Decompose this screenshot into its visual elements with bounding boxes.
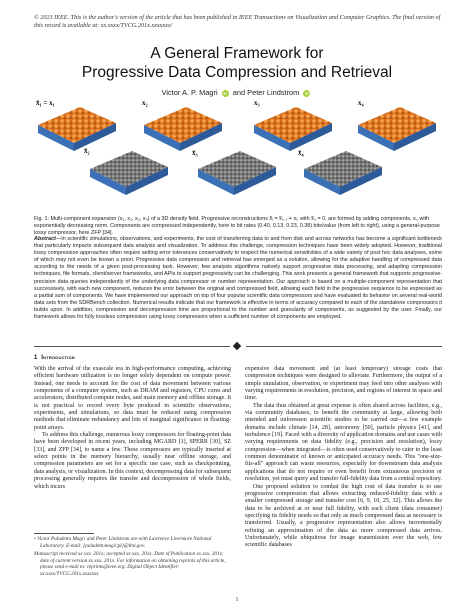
section-number: 1 [34, 355, 38, 361]
figure-label: x₄ [358, 99, 364, 107]
title-line-2: Progressive Data Compression and Retrieval [81, 64, 393, 81]
paragraph: The data thus obtained at great expense is often shared across facilities, e.g., via community databases, to benefit the community at large, allowing both intended and unforeseen scientific studies to be carried out—a few example domains include climate [14, 28], astronomy [50], particle physics [41], and turbulence [19]. Faced with a diversity of application domains and use cases with varying requirements on data fidelity (e.g., precision and resolution), lossy compression—when integrated—is often used conservatively to cater to the least common denominator of known or anticipated accuracy needs. This "one-size-fits-all" approach can waste resources, especially for downstream data analysis applications that do not require or even benefit from extraneous precision or resolution, yet must query and transfer full-fidelity data from a central repository. [245, 402, 442, 483]
figure-caption: Fig. 1: Multi-component expansion (x₁, x₂, x₃, x₄) of a 3D density field. Progressive reconstructions x̃ᵢ = x̃ᵢ₋₁ + xᵢ, with x̃₀ = 0, are formed by adding components, xᵢ, with exponentially decreasing norm. Components are compressed independently, here to bit rates (0.40, 0.13, 0.23, 0.38) bits/value (from left to right), using a general-purpose lossy compressor, here ZFP [34]. [34, 216, 440, 236]
footnote-text: Manuscript received xx xxx. 201x; accepted xx xxx. 201x. Date of Publication xx xxx. 201x; date of current version xx xxx. 201x. For information on obtaining reprints of this article, please send e-mail to: reprints@ieee.org. Digital Object Identifier: xx.xxxx/TVCG.201x.xxxxxxx [34, 551, 226, 577]
author-conjunction: and [232, 88, 246, 97]
footnote-text: Victor Paludetto Magri and Peter Lindstrom are with Lawrence Livermore National Laboratory. E-mail: {paludettomag1|pl}@llnl.gov. [37, 536, 212, 549]
page-number: 1 [235, 597, 239, 603]
title-line-1: A General Framework for [150, 45, 324, 62]
figure-label: x₂ [142, 99, 148, 107]
orcid-icon[interactable]: iD [304, 90, 310, 96]
abstract [34, 236, 442, 321]
orcid-icon[interactable]: iD [223, 90, 228, 96]
copyright-notice: © 2023 IEEE. This is the author's version of the article that has been published in IEEE Transactions on Visualization and Computer Graphics. The final version of this record is available at: xx.xxxx/TVCG.201x.xxxxxxx/ [34, 14, 441, 29]
figure-label: x̃₂ [84, 147, 90, 155]
paragraph: To address this challenge, numerous lossy compressors for floating-point data have been developed in recent years, including MGARD [1], SPERR [30], SZ [33], and ZFP [34], to name a few. These compressors are typically inserted at select points in the memory hierarchy, usually near offline storage, and compression parameters are set for a specific use case, such as checkpointing, data analysis, or visualization. In this context, decompressing data for subsequent processing generally requires the transfer and decompression of whole fields, which incurs [34, 432, 231, 490]
divider-diamond-icon [233, 341, 241, 349]
author-line [24, 88, 450, 98]
right-column [245, 366, 442, 550]
footnote-rule [34, 533, 94, 534]
abstract-label: Abstract [34, 236, 56, 242]
paragraph: expensive data movement and (at least temporary) storage costs that compression techniques were designed to alleviate. Furthermore, the output of a simple simulation, observation, or experiment may feed into other analyses with varying requirements in resolution, precision, and regions of interest in space and time. [245, 366, 442, 402]
component-image [196, 143, 278, 201]
figure-label: x̃₄ [298, 149, 304, 157]
figure-label: x₃ [254, 99, 260, 107]
paper-title [24, 44, 450, 82]
left-column [34, 366, 231, 491]
component-image [302, 143, 384, 201]
figure-label: x̃₃ [192, 149, 198, 157]
paragraph: One proposed solution to combat the high cost of data transfer is to use progressive compression that allows extracting reduced-fidelity data with a smaller compressed storage and transfer cost [6, 9, 10, 25, 32]. This allows the data to be archived at or near full fidelity, with each client (data consumer) specifying its fidelity needs so that only as much compressed data as necessary is transferred. Usually, a progressive representation also allows incrementally refining an approximation of the data as more compressed data arrives. Unfortunately, while ubiquitous for image transmission over the web, few scientific databases [245, 483, 442, 549]
author-name: Victor A. P. Magri [161, 88, 218, 97]
abstract-text: —In scientific simulations, observations, and experiments, the cost of transferring data to and from disk and across networks has become a significant bottleneck that particularly impacts subsequent data analysis and visualization. To address this challenge, compression techniques have been widely adopted. However, traditional lossy compression approaches often require setting error tolerances conservatively to respect the numerical sensitivities of a wide variety of post hoc data analyses, some of which may not even be known a priori. Progressive data compression and retrieval has emerged as a solution, allowing for the adaptive handling of compressed data according to the needs of a given post-processing task. However, few analysis algorithms natively support progressive data processing, and adapting compression techniques, file formats, client/server frameworks, and APIs to support progressivity can be challenging. This work presents a general framework that supports progressive-precision data queries independently of the underlying data compressor or number representation. Our approach is based on a multiple-component representation that successively, with each new component, reduces the error between the original and compressed field, allowing each field in the progressive sequence to be expressed as a partial sum of components. We have implemented our approach on top of four popular scientific data compressors and have evaluated its behavior on several real-world data sets from the SDRBench collection. Numerical results indicate that our framework is effective in terms of accuracy compared to each of the standalone compressors it builds upon. In addition, compression and decompression time are proportional to the number and granularity of components, as suggested by the user. Finally, our framework allows for fully lossless compression using lossy compressors when a sufficient number of components are employed. [34, 236, 442, 321]
footnote-item: • Victor Paludetto Magri and Peter Lindstrom are with Lawrence Livermore National Laboratory. E-mail: {paludettomag1|pl}@llnl.gov. [34, 536, 212, 549]
footnote-item [34, 551, 231, 577]
paragraph: With the arrival of the exascale era in high-performance computing, achieving efficient hardware utilization is no longer solely dependent on compute power. Instead, one needs to account for the cost of data movement between various components of a computer system, such as DRAM and registers, CPU cores and accelerators, distributed compute nodes, and main memory and offline storage. It is not practical to record every byte produced in scientific observations, experiments, and simulations, so data must be reduced using compression methods that eliminate redundancy and bits of marginal significance in floating-point arrays. [34, 366, 231, 431]
figure-label: x̃₁ = x₁ [36, 99, 55, 107]
component-image [88, 143, 170, 201]
section-divider [34, 342, 442, 350]
author-name: Peter Lindstrom [247, 88, 300, 97]
teaser-figure [30, 99, 444, 211]
section-heading [34, 355, 75, 361]
footnote [34, 536, 231, 580]
section-title: Introduction [41, 355, 75, 361]
